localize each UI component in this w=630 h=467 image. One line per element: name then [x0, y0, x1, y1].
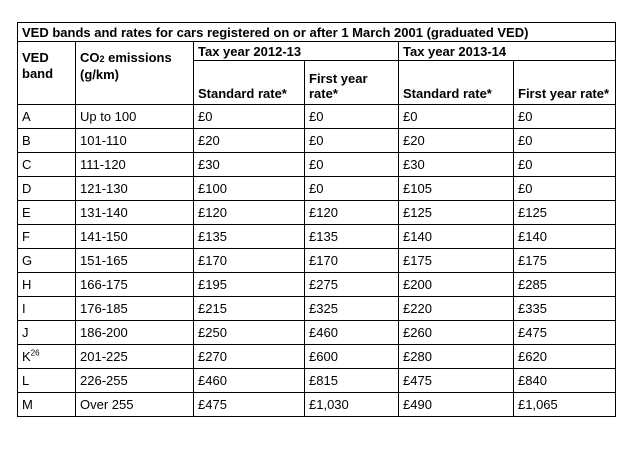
table-row: [18, 105, 616, 129]
header-standard-rate-2013-14: Standard rate*: [399, 61, 514, 105]
cell-first-year-rate-2013-14: £175: [514, 249, 616, 273]
cell-co2-emissions: Up to 100: [76, 105, 194, 129]
footnote-marker: 26: [30, 348, 40, 358]
cell-first-year-rate-2012-13: £135: [305, 225, 399, 249]
band-letter: B: [22, 133, 31, 148]
header-standard-rate-2012-13: Standard rate*: [194, 61, 305, 105]
cell-standard-rate-2012-13: £0: [194, 105, 305, 129]
cell-co2-emissions: 186-200: [76, 321, 194, 345]
cell-standard-rate-2013-14: £280: [399, 345, 514, 369]
cell-ved-band: [18, 273, 76, 297]
cell-co2-emissions: 131-140: [76, 201, 194, 225]
cell-co2-emissions: 166-175: [76, 273, 194, 297]
cell-co2-emissions: 141-150: [76, 225, 194, 249]
cell-first-year-rate-2012-13: £0: [305, 105, 399, 129]
cell-first-year-rate-2012-13: £325: [305, 297, 399, 321]
header-co2-suffix: emissions (g/km): [80, 50, 172, 82]
cell-first-year-rate-2013-14: £620: [514, 345, 616, 369]
cell-first-year-rate-2013-14: £0: [514, 153, 616, 177]
cell-standard-rate-2012-13: £120: [194, 201, 305, 225]
table-row: [18, 153, 616, 177]
cell-ved-band: [18, 153, 76, 177]
cell-ved-band: [18, 129, 76, 153]
band-letter: M: [22, 397, 33, 412]
cell-standard-rate-2013-14: £200: [399, 273, 514, 297]
cell-standard-rate-2013-14: £490: [399, 393, 514, 417]
cell-first-year-rate-2013-14: £0: [514, 129, 616, 153]
header-tax-year-2012-13: Tax year 2012-13: [194, 42, 399, 61]
cell-standard-rate-2013-14: £475: [399, 369, 514, 393]
cell-ved-band: [18, 249, 76, 273]
cell-first-year-rate-2013-14: £475: [514, 321, 616, 345]
cell-first-year-rate-2012-13: £275: [305, 273, 399, 297]
cell-standard-rate-2013-14: £260: [399, 321, 514, 345]
band-letter: L: [22, 373, 30, 388]
cell-standard-rate-2012-13: £460: [194, 369, 305, 393]
cell-co2-emissions: 201-225: [76, 345, 194, 369]
header-co2-emissions: [76, 42, 194, 105]
cell-ved-band: [18, 297, 76, 321]
cell-first-year-rate-2013-14: £0: [514, 105, 616, 129]
cell-standard-rate-2013-14: £105: [399, 177, 514, 201]
cell-co2-emissions: 111-120: [76, 153, 194, 177]
header-co2-prefix: CO: [80, 50, 100, 65]
table-body: [18, 105, 616, 417]
header-tax-year-2013-14: Tax year 2013-14: [399, 42, 616, 61]
header-first-year-rate-2013-14: First year rate*: [514, 61, 616, 105]
cell-co2-emissions: 101-110: [76, 129, 194, 153]
cell-ved-band: [18, 225, 76, 249]
band-letter: D: [22, 181, 32, 196]
cell-first-year-rate-2013-14: £1,065: [514, 393, 616, 417]
band-letter: F: [22, 229, 30, 244]
cell-standard-rate-2012-13: £250: [194, 321, 305, 345]
cell-standard-rate-2012-13: £30: [194, 153, 305, 177]
header-co2-subscript: 2: [99, 54, 105, 64]
cell-ved-band: [18, 321, 76, 345]
cell-first-year-rate-2013-14: £335: [514, 297, 616, 321]
cell-standard-rate-2012-13: £100: [194, 177, 305, 201]
cell-standard-rate-2013-14: £0: [399, 105, 514, 129]
cell-first-year-rate-2012-13: £0: [305, 153, 399, 177]
table-row: [18, 249, 616, 273]
cell-first-year-rate-2013-14: £840: [514, 369, 616, 393]
table-row: [18, 201, 616, 225]
cell-ved-band: [18, 105, 76, 129]
cell-first-year-rate-2012-13: £600: [305, 345, 399, 369]
band-letter: E: [22, 205, 31, 220]
cell-standard-rate-2013-14: £125: [399, 201, 514, 225]
cell-standard-rate-2012-13: £475: [194, 393, 305, 417]
cell-ved-band: [18, 369, 76, 393]
table-row: [18, 369, 616, 393]
cell-co2-emissions: 226-255: [76, 369, 194, 393]
table-row: [18, 321, 616, 345]
cell-ved-band: [18, 177, 76, 201]
cell-first-year-rate-2012-13: £0: [305, 177, 399, 201]
cell-standard-rate-2012-13: £135: [194, 225, 305, 249]
table-row: [18, 129, 616, 153]
cell-standard-rate-2012-13: £270: [194, 345, 305, 369]
cell-standard-rate-2013-14: £175: [399, 249, 514, 273]
table-row: [18, 297, 616, 321]
cell-standard-rate-2012-13: £170: [194, 249, 305, 273]
table-row: [18, 225, 616, 249]
cell-first-year-rate-2012-13: £120: [305, 201, 399, 225]
cell-first-year-rate-2012-13: £170: [305, 249, 399, 273]
cell-ved-band: [18, 201, 76, 225]
band-letter: A: [22, 109, 31, 124]
table-title: VED bands and rates for cars registered on or after 1 March 2001 (graduated VED): [18, 23, 616, 42]
cell-co2-emissions: 176-185: [76, 297, 194, 321]
cell-co2-emissions: Over 255: [76, 393, 194, 417]
cell-standard-rate-2013-14: £220: [399, 297, 514, 321]
table-row: [18, 345, 616, 369]
table-row: [18, 273, 616, 297]
cell-first-year-rate-2012-13: £1,030: [305, 393, 399, 417]
band-letter: C: [22, 157, 32, 172]
cell-ved-band: [18, 393, 76, 417]
band-letter: H: [22, 277, 32, 292]
cell-standard-rate-2012-13: £215: [194, 297, 305, 321]
header-ved-band: VED band: [18, 42, 76, 105]
band-letter: K: [22, 349, 31, 364]
band-letter: J: [22, 325, 29, 340]
cell-first-year-rate-2013-14: £125: [514, 201, 616, 225]
table-row: [18, 393, 616, 417]
cell-first-year-rate-2012-13: £0: [305, 129, 399, 153]
cell-first-year-rate-2013-14: £140: [514, 225, 616, 249]
ved-rates-table: [17, 22, 616, 417]
cell-standard-rate-2012-13: £195: [194, 273, 305, 297]
cell-ved-band: [18, 345, 76, 369]
table-row: [18, 177, 616, 201]
cell-standard-rate-2013-14: £30: [399, 153, 514, 177]
cell-first-year-rate-2012-13: £815: [305, 369, 399, 393]
band-letter: G: [22, 253, 33, 268]
cell-co2-emissions: 151-165: [76, 249, 194, 273]
cell-standard-rate-2013-14: £20: [399, 129, 514, 153]
cell-first-year-rate-2012-13: £460: [305, 321, 399, 345]
cell-co2-emissions: 121-130: [76, 177, 194, 201]
cell-first-year-rate-2013-14: £285: [514, 273, 616, 297]
cell-standard-rate-2012-13: £20: [194, 129, 305, 153]
band-letter: I: [22, 301, 26, 316]
header-first-year-rate-2012-13: First year rate*: [305, 61, 399, 105]
cell-standard-rate-2013-14: £140: [399, 225, 514, 249]
cell-first-year-rate-2013-14: £0: [514, 177, 616, 201]
